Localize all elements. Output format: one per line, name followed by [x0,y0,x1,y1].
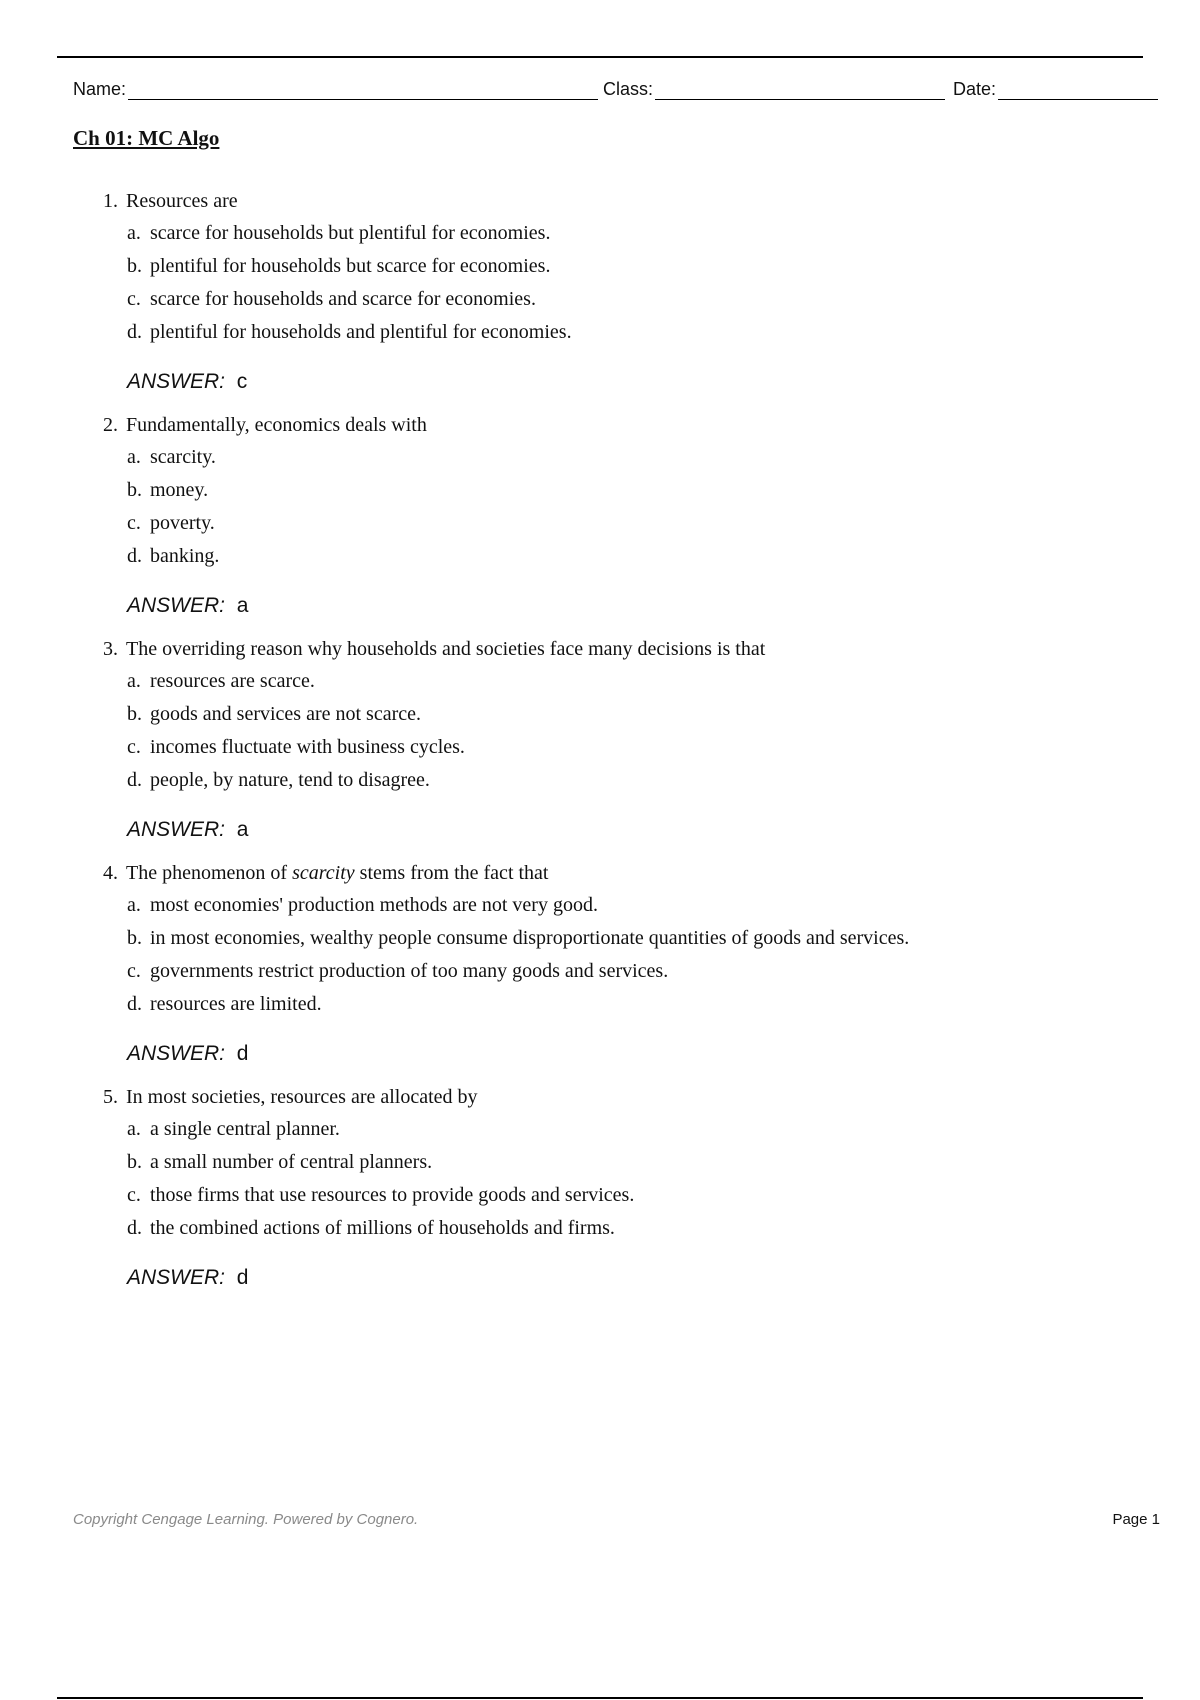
question-text: In most societies, resources are allocated by [126,1086,478,1108]
choice-letter: b. [127,703,142,725]
choice-letter: d. [127,545,142,567]
question-stem [103,638,765,661]
choice-c [127,512,215,535]
date-label: Date: [953,79,997,99]
answer-value: a [236,818,249,841]
choice-b [127,1151,432,1174]
answer [127,818,248,842]
choice-d [127,1217,615,1240]
answer-value: a [236,594,249,617]
choice-text: a small number of central planners. [150,1151,433,1173]
name-field [73,72,598,100]
choice-text: the combined actions of millions of households and firms. [150,1217,615,1239]
choice-letter: b. [127,1151,142,1173]
name-label: Name: [73,79,127,99]
question-text: The overriding reason why households and societies face many decisions is that [126,638,766,660]
choice-letter: c. [127,512,141,534]
answer [127,370,247,394]
choice-d [127,545,219,568]
question-text: Resources are [126,190,238,212]
answer [127,1042,248,1066]
class-field [603,72,945,100]
choice-letter: a. [127,1118,141,1140]
choice-text: in most economies, wealthy people consume disproportionate quantities of goods and services. [150,927,910,949]
choice-c [127,736,465,759]
answer-value: d [236,1266,249,1289]
choice-b [127,703,421,726]
choice-c [127,1184,634,1207]
choice-text: money. [150,479,209,501]
choice-letter: a. [127,894,141,916]
choice-b [127,479,208,502]
name-line[interactable] [128,73,598,100]
choice-a [127,1118,340,1141]
choice-d [127,321,572,344]
choice-text: scarce for households but plentiful for economies. [150,222,551,244]
choice-text: those firms that use resources to provide goods and services. [150,1184,635,1206]
choice-letter: a. [127,446,141,468]
question-stem [103,862,548,885]
choice-letter: b. [127,927,142,949]
page-title: Ch 01: MC Algo [73,126,220,150]
choice-letter: d. [127,993,142,1015]
date-field [953,72,1158,100]
question-number: 4. [103,862,118,884]
bottom-rule [57,1697,1143,1699]
question-number: 1. [103,190,118,212]
choice-letter: b. [127,255,142,277]
question-number: 3. [103,638,118,660]
class-label: Class: [603,79,654,99]
choice-letter: c. [127,736,141,758]
choice-letter: d. [127,321,142,343]
choice-text: a single central planner. [150,1118,340,1140]
copyright-notice: Copyright Cengage Learning. Powered by Cognero. [73,1511,419,1528]
question-text: Fundamentally, economics deals with [126,414,427,436]
choice-text: poverty. [150,512,215,534]
answer-label: ANSWER: [127,594,226,617]
answer-label: ANSWER: [127,818,226,841]
question-text-before: The phenomenon of [126,862,293,884]
choice-text: plentiful for households but scarce for economies. [150,255,551,277]
choice-letter: d. [127,769,142,791]
answer-value: c [236,370,248,393]
choice-text: scarcity. [150,446,216,468]
choice-letter: a. [127,670,141,692]
question-number: 5. [103,1086,118,1108]
date-line[interactable] [998,73,1158,100]
choice-text: people, by nature, tend to disagree. [150,769,430,791]
choice-a [127,670,315,693]
question-stem [103,414,427,437]
choice-text: resources are scarce. [150,670,315,692]
answer-label: ANSWER: [127,1042,226,1065]
choice-a [127,894,598,917]
top-rule [57,56,1143,58]
answer-label: ANSWER: [127,370,226,393]
choice-d [127,993,322,1016]
choice-letter: a. [127,222,141,244]
answer-label: ANSWER: [127,1266,226,1289]
choice-text: goods and services are not scarce. [150,703,421,725]
answer-value: d [236,1042,249,1065]
page-number: Page 1 [1112,1511,1160,1528]
choice-text: resources are limited. [150,993,322,1015]
choice-c [127,960,668,983]
choice-letter: c. [127,1184,141,1206]
choice-letter: d. [127,1217,142,1239]
choice-text: most economies' production methods are not very good. [150,894,598,916]
choice-b [127,927,909,950]
choice-text: governments restrict production of too many goods and services. [150,960,669,982]
question-stem [103,190,238,213]
choice-letter: c. [127,288,141,310]
choice-b [127,255,550,278]
answer [127,594,248,618]
question-stem [103,1086,478,1109]
choice-text: banking. [150,545,220,567]
question-text-after: stems from the fact that [354,862,549,884]
question-number: 2. [103,414,118,436]
choice-d [127,769,430,792]
choice-text: incomes fluctuate with business cycles. [150,736,465,758]
choice-a [127,446,216,469]
choice-letter: b. [127,479,142,501]
choice-c [127,288,536,311]
class-line[interactable] [655,73,945,100]
header-fields [73,72,1163,102]
choice-a [127,222,550,245]
question-text-emphasis: scarcity [292,862,355,884]
choice-text: plentiful for households and plentiful for economies. [150,321,572,343]
answer [127,1266,248,1290]
choice-text: scarce for households and scarce for economies. [150,288,536,310]
choice-letter: c. [127,960,141,982]
